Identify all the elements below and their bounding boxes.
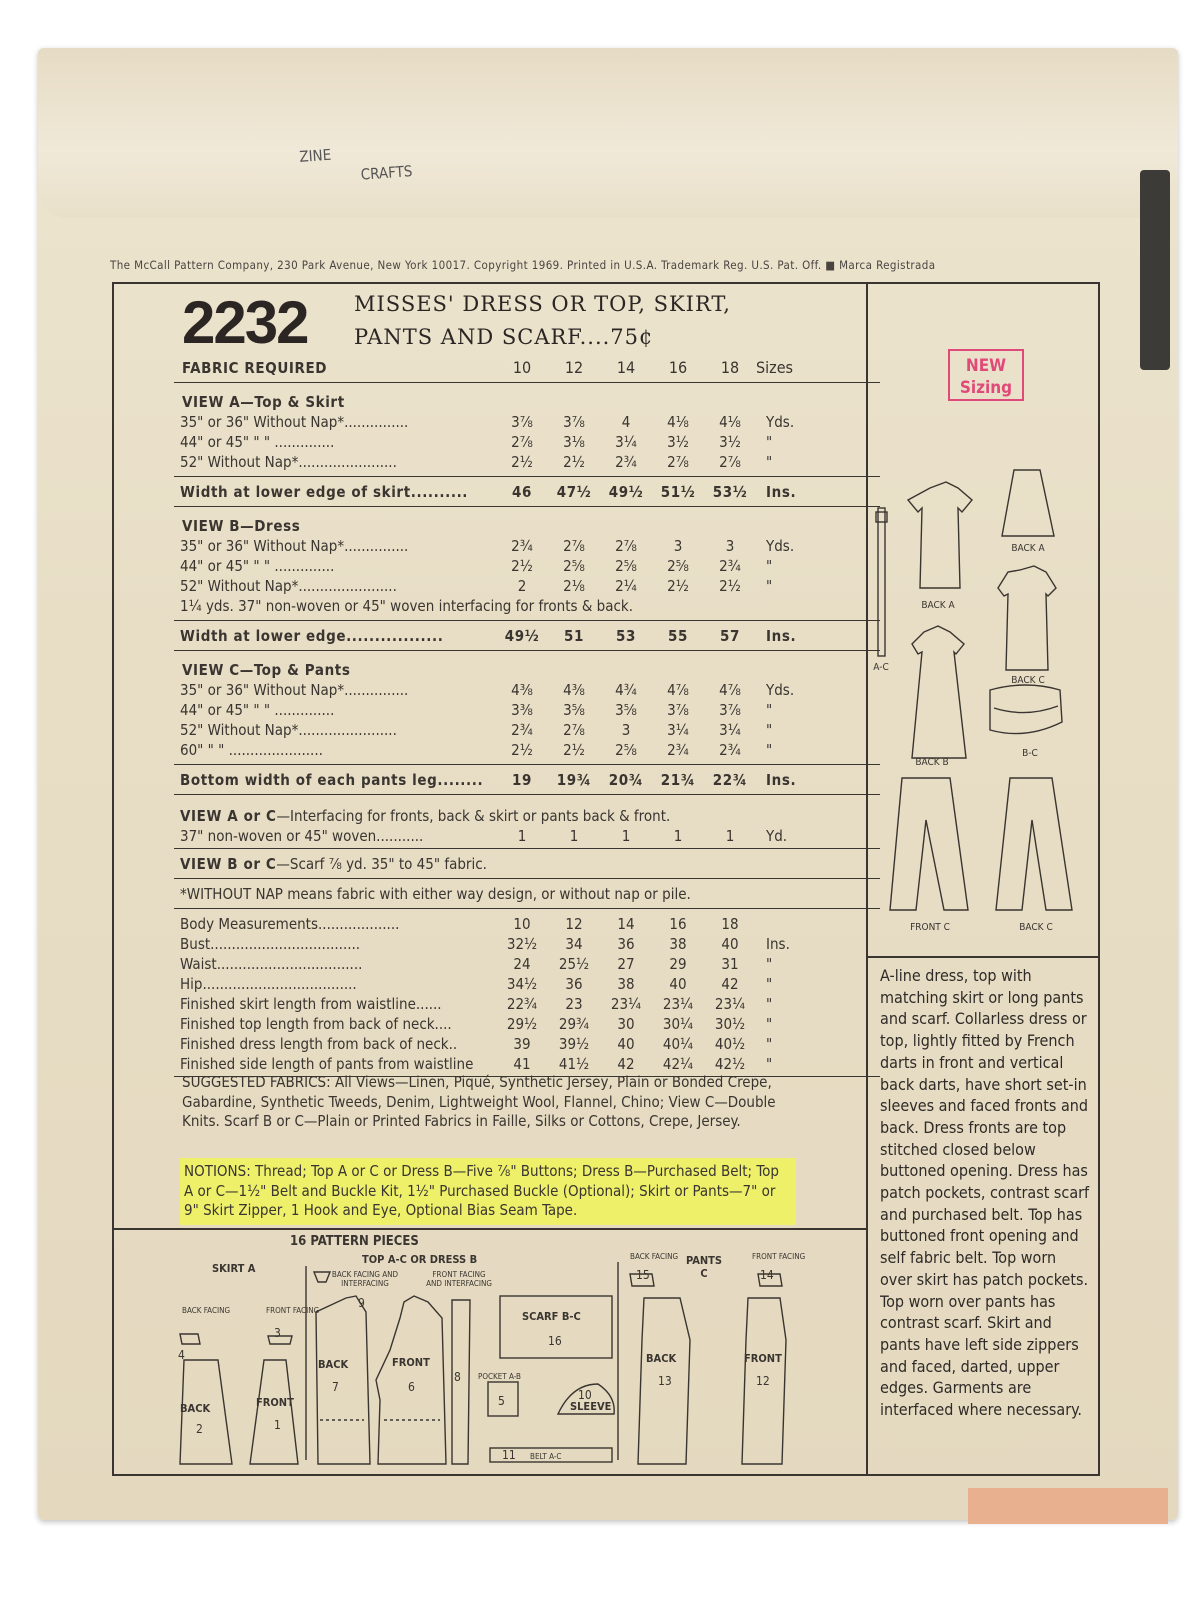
summary-row-1-value-4: 53½ bbox=[712, 483, 748, 501]
fabric-size-1: 12 bbox=[564, 358, 584, 377]
fabric-row-4-0-label: 35" or 36" Without Nap*............... bbox=[180, 681, 409, 699]
fabric-row-0-2-label: 52" Without Nap*....................... bbox=[180, 453, 397, 471]
fabric-row-2-2-value-3: 2½ bbox=[667, 577, 689, 595]
fabric-row-4-2-unit: " bbox=[766, 721, 773, 739]
new-sizing-badge bbox=[948, 349, 1024, 401]
piece-label-top-front-facing: FRONT FACING AND INTERFACING bbox=[426, 1270, 492, 1288]
magazine-fragment-line1: ZINE bbox=[298, 145, 332, 166]
fabric-row-2-1-value-3: 2⅝ bbox=[667, 557, 689, 575]
fabric-row-2-0-unit: Yds. bbox=[766, 537, 795, 555]
fabric-row-4-2-value-3: 3¼ bbox=[667, 721, 689, 739]
body-row-4-value-1: 29¾ bbox=[558, 1015, 590, 1033]
fabric-row-0-2-value-3: 2⅞ bbox=[667, 453, 689, 471]
body-row-0-value-2: 36 bbox=[617, 935, 635, 953]
pants-group-line2: C bbox=[700, 1267, 708, 1280]
summary-row-5-value-4: 22¾ bbox=[712, 771, 748, 789]
fabric-row-0-1-value-2: 3¼ bbox=[615, 433, 637, 451]
sketch-label-back-c-pants: BACK C bbox=[1019, 922, 1053, 933]
body-size-1: 12 bbox=[565, 915, 583, 933]
fabric-row-2-2-unit: " bbox=[766, 577, 773, 595]
summary-row-3-value-1: 51 bbox=[564, 627, 584, 645]
fabric-row-4-3-value-2: 2⅝ bbox=[615, 741, 637, 759]
fabric-size-3: 16 bbox=[668, 358, 688, 377]
fabric-row-2-2-value-1: 2⅛ bbox=[563, 577, 585, 595]
body-row-6-value-0: 41 bbox=[513, 1055, 531, 1073]
envelope-flap bbox=[38, 48, 1178, 218]
scarf-text: —Scarf ⅞ yd. 35" to 45" fabric. bbox=[276, 855, 487, 873]
piece-number-skirt-front: 1 bbox=[274, 1418, 281, 1432]
piece-label-top-back: BACK bbox=[318, 1358, 349, 1371]
summary-row-1-value-3: 51½ bbox=[660, 483, 696, 501]
body-row-3-unit: " bbox=[766, 995, 773, 1013]
interfacing-row-value-0: 1 bbox=[517, 827, 527, 845]
piece-label-belt: BELT A-C bbox=[530, 1452, 562, 1461]
body-row-2-value-1: 36 bbox=[565, 975, 583, 993]
skirt-group-label: SKIRT A bbox=[212, 1262, 256, 1275]
body-row-4-value-3: 30¼ bbox=[662, 1015, 694, 1033]
body-row-1-value-2: 27 bbox=[617, 955, 635, 973]
fabric-row-4-0-value-3: 4⅞ bbox=[667, 681, 689, 699]
sketch-label-scarf: B-C bbox=[1022, 748, 1038, 759]
fabric-row-4-3-label: 60" " " ...................... bbox=[180, 741, 323, 759]
fabric-row-4-0-value-4: 4⅞ bbox=[719, 681, 741, 699]
description-divider bbox=[866, 956, 1098, 958]
fabric-row-2-1-value-2: 2⅝ bbox=[615, 557, 637, 575]
body-row-5-unit: " bbox=[766, 1035, 773, 1053]
summary-row-3-value-0: 49½ bbox=[504, 627, 540, 645]
summary-row-3-value-3: 55 bbox=[668, 627, 688, 645]
fabric-row-4-0-unit: Yds. bbox=[766, 681, 795, 699]
nap-note: *WITHOUT NAP means fabric with either way design, or without nap or pile. bbox=[180, 885, 691, 903]
body-row-1-value-3: 29 bbox=[669, 955, 687, 973]
new-sizing-line2: Sizing bbox=[959, 378, 1013, 398]
garment-description: A-line dress, top with matching skirt or long pants and scarf. Collarless dress or top, lightly fitted by French darts in front and vertical back darts, have short set-in sleeves and faced fronts and back. Dress fronts are top stitched closed below buttoned opening. Dress has patch pockets, contrast scarf and purchased belt. Top has buttoned front opening and self fabric belt. Top worn over skirt has patch pockets. Top worn over pants has contrast scarf. Skirt and pants have left side zippers and faced, darted, upper edges. Garments are interfaced where necessary. bbox=[880, 966, 1090, 1420]
fabric-row-4-0-value-1: 4⅜ bbox=[563, 681, 585, 699]
piece-label-top-front: FRONT bbox=[392, 1356, 430, 1369]
fabric-row-4-3-unit: " bbox=[766, 741, 773, 759]
body-row-1-value-1: 25½ bbox=[558, 955, 590, 973]
fabric-size-4: 18 bbox=[720, 358, 740, 377]
pattern-pieces-divider bbox=[114, 1228, 866, 1230]
piece-label-skirt-front: FRONT bbox=[256, 1396, 294, 1409]
top-group-label: TOP A-C OR DRESS B bbox=[362, 1253, 478, 1266]
summary-row-1-value-1: 47½ bbox=[556, 483, 592, 501]
piece-label-sleeve: SLEEVE bbox=[570, 1400, 612, 1413]
magazine-fragment-line2: CRAFTS bbox=[360, 162, 413, 184]
fabric-sizes-label: Sizes bbox=[756, 358, 794, 377]
view-title-2: VIEW B—Dress bbox=[182, 517, 301, 535]
summary-row-5-value-3: 21¾ bbox=[660, 771, 696, 789]
piece-number-top-front: 6 bbox=[408, 1380, 415, 1394]
piece-number-top-back: 7 bbox=[332, 1380, 339, 1394]
body-row-3-value-3: 23¼ bbox=[662, 995, 694, 1013]
piece-number-pants-front-facing: 14 bbox=[760, 1268, 774, 1282]
body-row-0-value-0: 32½ bbox=[506, 935, 538, 953]
fabric-row-4-1-unit: " bbox=[766, 701, 773, 719]
body-row-4-value-2: 30 bbox=[617, 1015, 635, 1033]
body-row-3-value-2: 23¼ bbox=[610, 995, 642, 1013]
fabric-row-0-1-value-0: 2⅞ bbox=[511, 433, 533, 451]
interfacing-row-value-4: 1 bbox=[725, 827, 735, 845]
body-size-3: 16 bbox=[669, 915, 687, 933]
body-row-5-value-1: 39½ bbox=[558, 1035, 590, 1053]
fabric-row-0-2-unit: " bbox=[766, 453, 773, 471]
body-header-label: Body Measurements................... bbox=[180, 915, 400, 933]
piece-label-skirt-back: BACK bbox=[180, 1402, 211, 1415]
piece-number-pants-front: 12 bbox=[756, 1374, 770, 1388]
fabric-row-0-1-label: 44" or 45" " " .............. bbox=[180, 433, 335, 451]
fabric-row-4-2-value-2: 3 bbox=[621, 721, 631, 739]
body-row-4-value-4: 30½ bbox=[714, 1015, 746, 1033]
fabric-row-4-2-label: 52" Without Nap*....................... bbox=[180, 721, 397, 739]
fabric-row-4-1-value-4: 3⅞ bbox=[719, 701, 741, 719]
interfacing-row-value-2: 1 bbox=[621, 827, 631, 845]
piece-label-pants-back-facing: BACK FACING bbox=[630, 1252, 679, 1261]
body-row-4-value-0: 29½ bbox=[506, 1015, 538, 1033]
fabric-row-0-0-value-1: 3⅞ bbox=[563, 413, 585, 431]
body-row-5-value-2: 40 bbox=[617, 1035, 635, 1053]
sketch-label-front-c: FRONT C bbox=[910, 922, 950, 933]
body-size-2: 14 bbox=[617, 915, 635, 933]
fabric-size-0: 10 bbox=[512, 358, 532, 377]
piece-label-skirt-front-facing: FRONT FACING bbox=[266, 1306, 320, 1315]
fabric-row-4-2-value-0: 2¾ bbox=[511, 721, 533, 739]
fabric-row-0-2-value-4: 2⅞ bbox=[719, 453, 741, 471]
piece-label-scarf: SCARF B-C bbox=[522, 1310, 581, 1323]
body-row-0-value-4: 40 bbox=[721, 935, 739, 953]
scarf-title: VIEW B or C bbox=[180, 855, 277, 873]
piece-number-pants-back-facing: 15 bbox=[636, 1268, 650, 1282]
fabric-row-0-2-value-1: 2½ bbox=[563, 453, 585, 471]
body-row-5-value-3: 40¼ bbox=[662, 1035, 694, 1053]
piece-number-pocket: 5 bbox=[498, 1394, 505, 1408]
pattern-pieces-title: 16 PATTERN PIECES bbox=[290, 1234, 419, 1249]
body-row-3-label: Finished skirt length from waistline...... bbox=[180, 995, 442, 1013]
fabric-row-0-2-value-0: 2½ bbox=[511, 453, 533, 471]
fabric-row-2-0-value-3: 3 bbox=[673, 537, 683, 555]
summary-row-5-label: Bottom width of each pants leg........ bbox=[180, 771, 484, 789]
summary-rule-3 bbox=[174, 650, 880, 651]
piece-label-pocket: POCKET A-B bbox=[478, 1372, 521, 1381]
scarf-line bbox=[180, 854, 487, 874]
piece-number-top-8: 8 bbox=[454, 1370, 461, 1384]
view-note-2: 1¼ yds. 37" non-woven or 45" woven interfacing for fronts & back. bbox=[180, 597, 633, 615]
fabric-row-4-3-value-4: 2¾ bbox=[719, 741, 741, 759]
fabric-row-0-1-value-4: 3½ bbox=[719, 433, 741, 451]
fabric-row-2-2-value-4: 2½ bbox=[719, 577, 741, 595]
body-row-5-value-4: 40½ bbox=[714, 1035, 746, 1053]
notions: NOTIONS: Thread; Top A or C or Dress B—Five ⅞" Buttons; Dress B—Purchased Belt; Top A or C—1½" Belt and Buckle Kit, 1½" Purchased Buckle (Optional); Skirt or Pants—7" or 9" Skirt Zipper, 1 Hook and Eye, Optional Bias Seam Tape. bbox=[180, 1158, 796, 1225]
sketch-label-back-a-skirt: BACK A bbox=[1011, 543, 1045, 554]
sketch-label-belt: A-C bbox=[873, 662, 889, 673]
body-row-6-value-2: 42 bbox=[617, 1055, 635, 1073]
scarf-rule bbox=[174, 878, 880, 879]
fabric-row-0-1-unit: " bbox=[766, 433, 773, 451]
summary-row-5-value-1: 19¾ bbox=[556, 771, 592, 789]
body-row-4-label: Finished top length from back of neck.... bbox=[180, 1015, 452, 1033]
fabric-row-0-0-value-2: 4 bbox=[621, 413, 631, 431]
pattern-number: 2232 bbox=[182, 289, 308, 356]
summary-row-5-value-2: 20¾ bbox=[608, 771, 644, 789]
fabric-row-4-1-value-2: 3⅝ bbox=[615, 701, 637, 719]
magazine-fragment bbox=[299, 138, 414, 190]
piece-label-skirt-back-facing: BACK FACING bbox=[182, 1306, 231, 1315]
fabric-row-0-0-value-3: 4⅛ bbox=[667, 413, 689, 431]
nap-rule bbox=[174, 908, 880, 909]
body-row-3-value-0: 22¾ bbox=[506, 995, 538, 1013]
fabric-row-2-2-label: 52" Without Nap*....................... bbox=[180, 577, 397, 595]
summary-row-1-label: Width at lower edge of skirt.......... bbox=[180, 483, 469, 501]
fabric-row-2-1-label: 44" or 45" " " .............. bbox=[180, 557, 335, 575]
body-row-1-value-0: 24 bbox=[513, 955, 531, 973]
summary-row-5-value-0: 19 bbox=[512, 771, 532, 789]
interfacing-rule bbox=[174, 848, 880, 849]
fabric-row-4-3-value-0: 2½ bbox=[511, 741, 533, 759]
piece-number-top-back-facing: 9 bbox=[358, 1296, 365, 1310]
fabric-row-2-2-value-0: 2 bbox=[517, 577, 527, 595]
view-title-0: VIEW A—Top & Skirt bbox=[182, 393, 345, 411]
body-row-6-value-4: 42½ bbox=[714, 1055, 746, 1073]
fabric-row-0-0-label: 35" or 36" Without Nap*............... bbox=[180, 413, 409, 431]
body-row-1-value-4: 31 bbox=[721, 955, 739, 973]
fabric-row-4-3-value-1: 2½ bbox=[563, 741, 585, 759]
summary-row-1-unit: Ins. bbox=[766, 483, 797, 501]
fabric-row-4-3-value-3: 2¾ bbox=[667, 741, 689, 759]
body-row-6-label: Finished side length of pants from waistline bbox=[180, 1055, 474, 1073]
fabric-row-2-0-value-1: 2⅞ bbox=[563, 537, 585, 555]
section-rule-4 bbox=[174, 764, 880, 765]
body-row-3-value-1: 23 bbox=[565, 995, 583, 1013]
interfacing-row-label: 37" non-woven or 45" woven........... bbox=[180, 827, 424, 845]
fabric-row-0-2-value-2: 2¾ bbox=[615, 453, 637, 471]
fabric-row-2-0-value-2: 2⅞ bbox=[615, 537, 637, 555]
summary-row-1-value-0: 46 bbox=[512, 483, 532, 501]
body-size-4: 18 bbox=[721, 915, 739, 933]
summary-rule-1 bbox=[174, 506, 880, 507]
fabric-row-4-1-value-1: 3⅝ bbox=[563, 701, 585, 719]
interfacing-text: —Interfacing for fronts, back & skirt or pants back & front. bbox=[276, 807, 671, 825]
summary-rule-5 bbox=[174, 794, 880, 795]
fabric-row-2-0-label: 35" or 36" Without Nap*............... bbox=[180, 537, 409, 555]
fabric-row-0-0-unit: Yds. bbox=[766, 413, 795, 431]
sketch-label-back-b: BACK B bbox=[915, 757, 949, 768]
fabric-size-2: 14 bbox=[616, 358, 636, 377]
interfacing-row-value-3: 1 bbox=[673, 827, 683, 845]
sketch-label-back-c-top: BACK C bbox=[1011, 675, 1045, 686]
body-row-2-value-4: 42 bbox=[721, 975, 739, 993]
body-row-3-value-4: 23¼ bbox=[714, 995, 746, 1013]
sketch-label-back-a-top: BACK A bbox=[921, 600, 955, 611]
view-title-4: VIEW C—Top & Pants bbox=[182, 661, 351, 679]
fabric-row-2-1-value-4: 2¾ bbox=[719, 557, 741, 575]
pants-group-label bbox=[686, 1254, 722, 1280]
suggested-fabrics: SUGGESTED FABRICS: All Views—Linen, Piqué, Synthetic Jersey, Plain or Bonded Crepe, Gabardine, Synthetic Tweeds, Denim, Lightweight Wool, Flannel, Chino; View C—Double Knits. Scarf B or C—Plain or Printed Fabrics in Faille, Silks or Cottons, Crepe, Jersey. bbox=[182, 1073, 776, 1130]
fabric-row-2-1-unit: " bbox=[766, 557, 773, 575]
body-size-0: 10 bbox=[513, 915, 531, 933]
pants-group-line1: PANTS bbox=[686, 1254, 723, 1267]
fabric-row-4-2-value-1: 2⅞ bbox=[563, 721, 585, 739]
fabric-row-4-1-label: 44" or 45" " " .............. bbox=[180, 701, 335, 719]
piece-label-pants-front: FRONT bbox=[744, 1352, 782, 1365]
new-sizing-line1: NEW bbox=[965, 356, 1007, 376]
interfacing-line bbox=[180, 806, 670, 826]
summary-row-3-value-4: 57 bbox=[720, 627, 740, 645]
body-row-2-value-2: 38 bbox=[617, 975, 635, 993]
piece-number-sleeve: 10 bbox=[578, 1388, 592, 1402]
body-row-5-value-0: 39 bbox=[513, 1035, 531, 1053]
body-row-0-unit: Ins. bbox=[766, 935, 790, 953]
pattern-title-line1: MISSES' DRESS OR TOP, SKIRT, bbox=[354, 292, 731, 316]
piece-label-pants-front-facing: FRONT FACING bbox=[752, 1252, 806, 1261]
body-row-2-value-0: 34½ bbox=[506, 975, 538, 993]
section-rule-2 bbox=[174, 620, 880, 621]
body-row-2-unit: " bbox=[766, 975, 773, 993]
summary-row-1-value-2: 49½ bbox=[608, 483, 644, 501]
publisher-line: The McCall Pattern Company, 230 Park Avenue, New York 10017. Copyright 1969. Printed in U.S.A. Trademark Reg. U.S. Pat. Off. ■ Marca Registrada bbox=[110, 258, 936, 272]
fabric-row-2-2-value-2: 2¼ bbox=[615, 577, 637, 595]
interfacing-row-value-1: 1 bbox=[569, 827, 579, 845]
body-row-2-value-3: 40 bbox=[669, 975, 687, 993]
piece-number-belt: 11 bbox=[502, 1448, 516, 1462]
fabric-header-rule bbox=[174, 382, 880, 383]
inner-pattern-edge bbox=[1140, 170, 1170, 370]
pattern-title-line2: PANTS AND SCARF....75¢ bbox=[354, 325, 654, 349]
body-row-5-label: Finished dress length from back of neck.. bbox=[180, 1035, 458, 1053]
fabric-row-0-1-value-1: 3⅛ bbox=[563, 433, 585, 451]
fabric-row-2-0-value-4: 3 bbox=[725, 537, 735, 555]
body-row-6-value-3: 42¼ bbox=[662, 1055, 694, 1073]
body-row-0-label: Bust................................... bbox=[180, 935, 361, 953]
pattern-title bbox=[354, 288, 731, 354]
summary-row-3-label: Width at lower edge................. bbox=[180, 627, 444, 645]
summary-row-5-unit: Ins. bbox=[766, 771, 797, 789]
body-row-6-unit: " bbox=[766, 1055, 773, 1073]
fabric-row-2-1-value-1: 2⅝ bbox=[563, 557, 585, 575]
fabric-row-0-0-value-4: 4⅛ bbox=[719, 413, 741, 431]
body-row-4-unit: " bbox=[766, 1015, 773, 1033]
fabric-row-0-1-value-3: 3½ bbox=[667, 433, 689, 451]
body-row-6-value-1: 41½ bbox=[558, 1055, 590, 1073]
fabric-row-4-1-value-3: 3⅞ bbox=[667, 701, 689, 719]
piece-number-skirt-back: 2 bbox=[196, 1422, 203, 1436]
fabric-row-0-0-value-0: 3⅞ bbox=[511, 413, 533, 431]
fabric-row-2-0-value-0: 2¾ bbox=[511, 537, 533, 555]
body-row-1-label: Waist.................................. bbox=[180, 955, 363, 973]
piece-label-pants-back: BACK bbox=[646, 1352, 677, 1365]
piece-label-top-back-facing: BACK FACING AND INTERFACING bbox=[331, 1270, 399, 1288]
interfacing-title: VIEW A or C bbox=[180, 807, 277, 825]
piece-number-skirt-front-facing: 3 bbox=[274, 1326, 281, 1340]
body-row-0-value-1: 34 bbox=[565, 935, 583, 953]
body-row-0-value-3: 38 bbox=[669, 935, 687, 953]
interfacing-row-unit: Yd. bbox=[766, 827, 788, 845]
fabric-header: FABRIC REQUIRED bbox=[182, 359, 328, 377]
fabric-row-4-2-value-4: 3¼ bbox=[719, 721, 741, 739]
piece-number-pants-back: 13 bbox=[658, 1374, 672, 1388]
fabric-row-4-0-value-2: 4¾ bbox=[615, 681, 637, 699]
fabric-row-2-1-value-0: 2½ bbox=[511, 557, 533, 575]
body-row-2-label: Hip.................................... bbox=[180, 975, 357, 993]
fabric-row-4-1-value-0: 3⅜ bbox=[511, 701, 533, 719]
price-sticker-remnant bbox=[968, 1488, 1168, 1524]
summary-row-3-unit: Ins. bbox=[766, 627, 797, 645]
section-rule-0 bbox=[174, 476, 880, 477]
piece-number-scarf: 16 bbox=[548, 1334, 562, 1348]
body-row-1-unit: " bbox=[766, 955, 773, 973]
fabric-row-4-0-value-0: 4⅜ bbox=[511, 681, 533, 699]
summary-row-3-value-2: 53 bbox=[616, 627, 636, 645]
piece-number-skirt-back-facing: 4 bbox=[178, 1348, 185, 1362]
